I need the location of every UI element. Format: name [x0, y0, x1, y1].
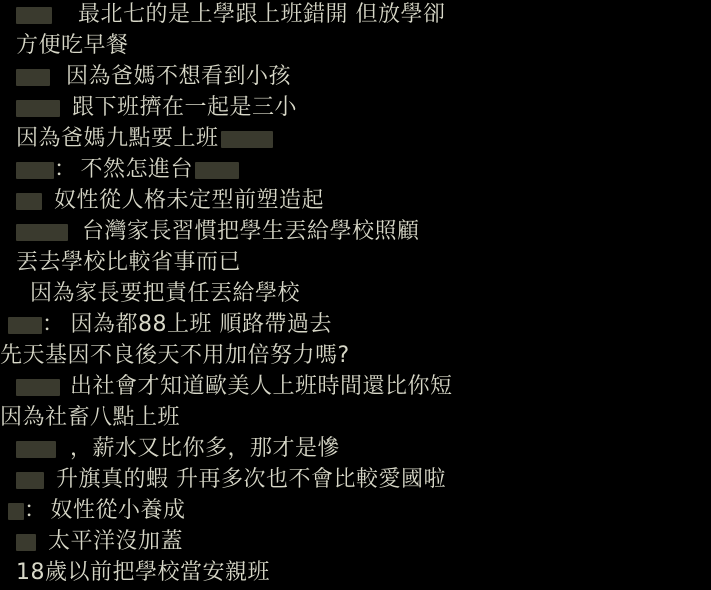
comment-text: 跟下班擠在一起是三小: [72, 95, 298, 120]
comment-separator: ：: [24, 498, 47, 523]
comment-text: 丟去學校比較省事而已: [16, 250, 242, 275]
comment-row: [16, 157, 239, 183]
comment-row: [16, 219, 420, 245]
redacted-username-block: [16, 441, 56, 458]
redacted-username-block: [16, 224, 68, 241]
comment-row: [16, 281, 300, 307]
comment-row: [16, 126, 273, 152]
comment-text: 因為都88上班 順路帶過去: [70, 312, 333, 337]
comment-text: 18歲以前把學校當安親班: [16, 560, 270, 585]
comment-row: [16, 560, 270, 586]
redacted-username-block: [16, 472, 44, 489]
comment-text: 因為爸媽不想看到小孩: [66, 64, 292, 89]
comment-row: [16, 467, 446, 493]
redacted-username-block: [16, 100, 60, 117]
comment-text: 方便吃早餐: [16, 33, 129, 58]
redacted-username-block: [8, 503, 24, 520]
comment-text: 因為家長要把責任丟給學校: [30, 281, 301, 306]
comment-text: 不然怎進台: [80, 157, 194, 182]
comment-row: [16, 436, 340, 462]
redacted-username-block: [8, 317, 42, 334]
comment-text: 出社會才知道歐美人上班時間還比你短: [70, 374, 453, 399]
redacted-username-block: [16, 7, 52, 24]
redacted-username-block: [16, 69, 50, 86]
comment-row: [0, 405, 180, 431]
comment-row: [16, 2, 446, 28]
comment-text: 先天基因不良後天不用加倍努力嗎?: [0, 343, 350, 368]
comment-text: 太平洋沒加蓋: [48, 529, 184, 554]
comment-row: [0, 343, 350, 369]
comment-text: 因為爸媽九點要上班: [16, 126, 219, 151]
comment-row: [16, 529, 183, 555]
redacted-text-block: [221, 131, 273, 148]
comment-separator: ：: [42, 312, 65, 337]
comment-row: [16, 374, 453, 400]
comment-row: [16, 188, 324, 214]
comment-text: ，薪水又比你多，那才是慘: [70, 436, 341, 461]
redacted-username-block: [16, 193, 42, 210]
comment-text: 最北七的是上學跟上班錯開 但放學卻: [78, 2, 446, 27]
comment-text: 台灣家長習慣把學生丟給學校照顧: [82, 219, 420, 244]
comment-row: [16, 64, 291, 90]
comment-text: 奴性從人格未定型前塑造起: [54, 188, 325, 213]
comment-row: [16, 95, 297, 121]
redacted-username-block: [16, 534, 36, 551]
comment-text: 奴性從小養成: [50, 498, 186, 523]
redacted-username-block: [16, 162, 54, 179]
comment-row: [8, 498, 186, 524]
comment-row: [8, 312, 332, 338]
comment-separator: ：: [54, 157, 77, 182]
comment-row: [16, 250, 241, 276]
comment-text: 升旗真的蝦 升再多次也不會比較愛國啦: [56, 467, 446, 492]
comment-row: [16, 33, 129, 59]
redacted-username-block: [16, 379, 60, 396]
comment-text: 因為社畜八點上班: [0, 405, 181, 430]
redacted-text-block: [195, 162, 239, 179]
